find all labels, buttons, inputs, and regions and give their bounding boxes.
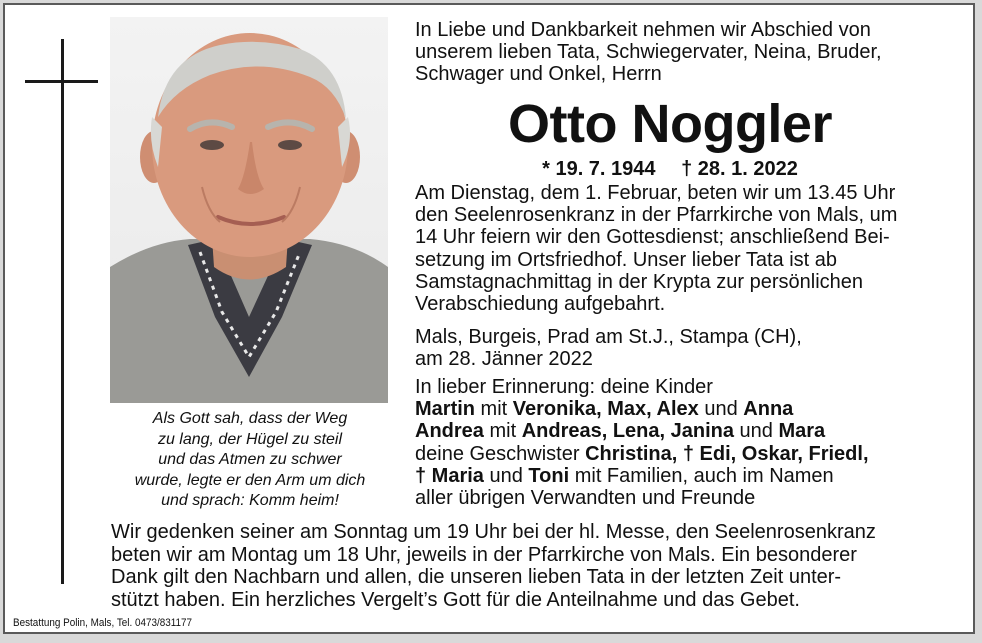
mourner-joiner: mit Familien, auch im Namen	[569, 464, 834, 487]
mourner-name: Mara	[778, 420, 826, 443]
mourner-name: Anna	[743, 398, 794, 421]
mourner-name: † Maria	[415, 464, 484, 487]
death-date: † 28. 1. 2022	[681, 158, 798, 180]
quote-line: und sprach: Komm heim!	[161, 492, 339, 509]
intro-line: Schwager und Onkel, Herrn	[415, 63, 662, 86]
quote	[107, 409, 393, 512]
quote-line: Als Gott sah, dass der Weg	[152, 410, 348, 427]
mourners-line: aller übrigen Verwandten und Freunde	[415, 487, 756, 510]
mourner-name: Toni	[528, 464, 570, 487]
ceremony-line: den Seelenrosenkranz in der Pfarrkirche von Mals, um	[415, 204, 898, 227]
mourner-name: Andrea	[415, 420, 484, 443]
mourners-list	[415, 376, 869, 509]
deceased-name: Otto Noggler	[508, 94, 832, 154]
memorial-line: Wir gedenken seiner am Sonntag um 19 Uhr bei der hl. Messe, den Seelenrosenkranz	[111, 521, 876, 543]
place-line: Mals, Burgeis, Prad am St.J., Stampa (CH),	[415, 326, 802, 348]
ceremony-line: Verabschiedung aufgebahrt.	[415, 293, 666, 316]
mourner-name: Andreas, Lena, Janina	[521, 420, 734, 443]
obituary-card	[3, 3, 975, 634]
birth-date: * 19. 7. 1944	[542, 158, 656, 180]
mourners-line	[415, 398, 869, 420]
mourners-line	[415, 443, 869, 465]
portrait-illustration	[110, 17, 388, 403]
memorial-line: beten wir am Montag um 18 Uhr, jeweils in der Pfarrkirche von Mals. Ein besonderer	[111, 543, 857, 566]
undertaker-credit: Bestattung Polin, Mals, Tel. 0473/831177	[13, 617, 193, 629]
mourners-line: In lieber Erinnerung: deine Kinder	[415, 376, 713, 398]
mourner-name: Veronika, Max, Alex	[512, 398, 699, 421]
mourner-joiner: und	[483, 464, 529, 487]
quote-line: zu lang, der Hügel zu steil	[157, 430, 343, 448]
mourner-joiner: und	[733, 420, 779, 443]
memorial-note	[111, 521, 876, 611]
quote-line: und das Atmen zu schwer	[158, 451, 342, 468]
ceremony-line: Am Dienstag, dem 1. Februar, beten wir um 13.45 Uhr	[415, 182, 896, 204]
mourner-joiner: deine Geschwister	[415, 442, 586, 465]
quote-line: wurde, legte er den Arm um dich	[134, 471, 366, 489]
cross-icon-horizontal	[25, 80, 98, 83]
memorial-line: stützt haben. Ein herzliches Vergelt’s Gott für die Anteilnahme und das Gebet.	[111, 588, 800, 611]
memorial-line: Dank gilt den Nachbarn und allen, die unseren lieben Tata in der letzten Zeit unter-	[111, 566, 842, 588]
mourner-joiner: mit	[475, 398, 513, 421]
cross-icon-vertical	[61, 39, 64, 584]
ceremony-line: 14 Uhr feiern wir den Gottesdienst; anschließend Bei-	[415, 226, 890, 249]
ceremony-line: Samstagnachmittag in der Krypta zur persönlichen	[415, 270, 864, 293]
mourners-line	[415, 465, 869, 487]
mourner-joiner: mit	[483, 420, 522, 443]
mourner-name: Martin	[415, 398, 475, 421]
portrait-photo	[110, 17, 388, 403]
life-dates	[415, 157, 925, 181]
place-date	[415, 326, 802, 370]
mourner-name: Christina, † Edi, Oskar, Friedl,	[585, 442, 869, 465]
intro-text	[415, 19, 882, 86]
intro-line: In Liebe und Dankbarkeit nehmen wir Abschied von	[415, 19, 871, 41]
mourner-joiner: und	[698, 398, 744, 421]
mourners-line	[415, 420, 869, 442]
place-line: am 28. Jänner 2022	[415, 348, 593, 371]
intro-line: unserem lieben Tata, Schwiegervater, Neina, Bruder,	[415, 41, 882, 64]
ceremony-line: setzung im Ortsfriedhof. Unser lieber Tata ist ab	[415, 248, 838, 271]
ceremony-text	[415, 182, 897, 315]
